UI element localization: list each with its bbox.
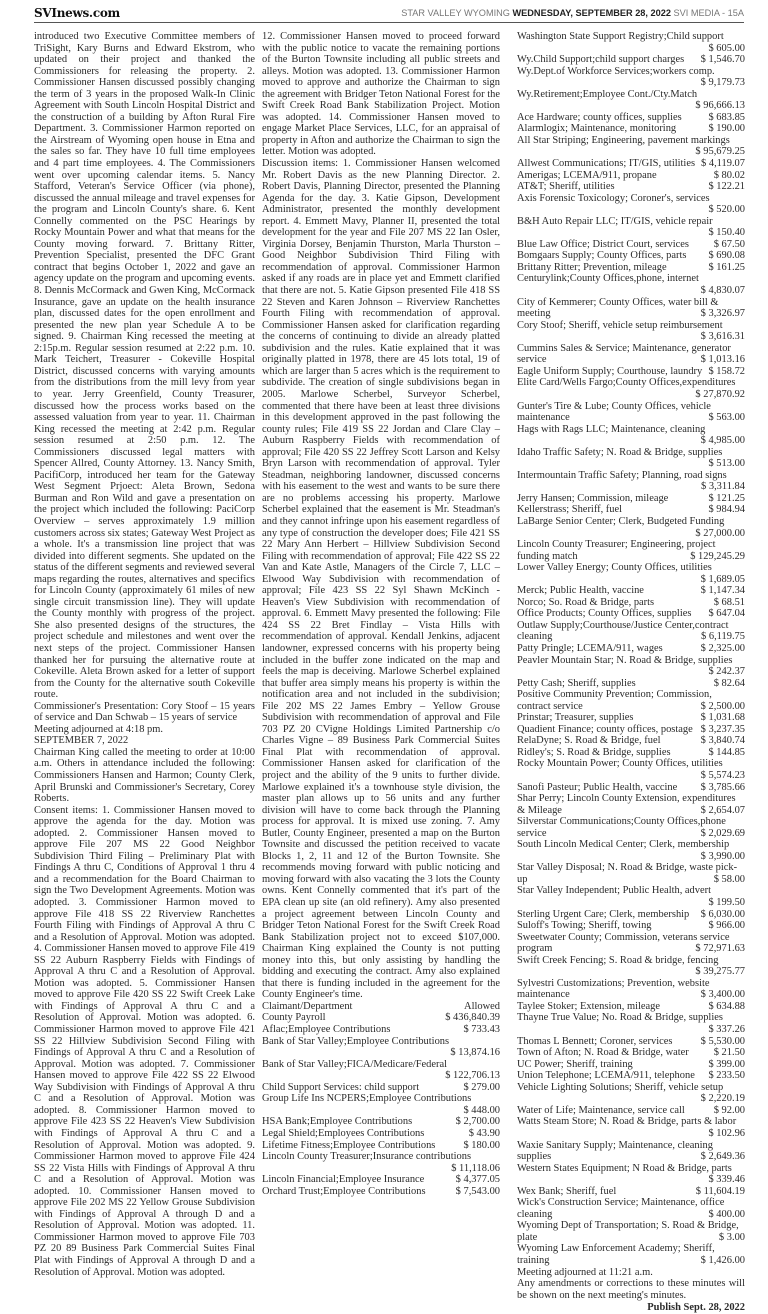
claimant-name: Vehicle Lighting Solutions; Sheriff, vehicle setup — [517, 1081, 724, 1093]
claim-row — [517, 239, 745, 251]
claimant-name: Peavler Mountain Star; N. Road & Bridge, supplies — [517, 654, 733, 666]
claim-amount: $ 436,840.39 — [445, 1012, 500, 1024]
claim-amount: $ 43.90 — [468, 1127, 500, 1139]
claimant-name: Cummins Sales & Service; Maintenance, generator service — [517, 342, 731, 366]
claimant-name: Outlaw Supply;Courthouse/Justice Center,contract cleaning — [517, 619, 729, 643]
claim-row — [517, 470, 745, 493]
claim-row — [262, 1059, 500, 1082]
claimant-name: RelaDyne; S. Road & Bridge, fuel — [517, 735, 661, 747]
claim-row — [517, 1116, 745, 1139]
page-section: SVI MEDIA - 15A — [673, 8, 744, 18]
claim-amount: $ 21.50 — [713, 1047, 745, 1059]
claim-row — [517, 424, 745, 447]
claimant-name: Bank of Star Valley;FICA/Medicare/Federal — [262, 1058, 448, 1070]
minutes-paragraph: introduced two Executive Committee members of TriSight, Kary Burns and Edward Ekstrom, who updated on their project and thanked the Commissioners for releasing the property. 2. Commissioner Hansen discussed possibly changing the term of 3 years in the proposed Walk-In Clinic Agreement with South Lincoln Hospital District and the construction of a building by Afton Rural Fire Department. 3. Commissioner Harmon reported on the Airstream of Wyoming open house in Etna and the sales so far. They have 10 full time employees and 4 part time employees. 4. The Commissioners went over upcoming calendar items. 5. Nancy Stafford, Veteran's Service Officer (via phone), discussed the annual mileage and travel expenses for the program and Lincoln County's share. 6. Kent Connelly commented on the PSC Hearings by Rocky Mountain Power and what that means for the County moving forward. 7. Brittany Ritter, Prevention Specialist, presented the DFC Grant contract that begins October 1, 2022 and gave an agency update on the program and upcoming events. 8. Dennis McCormack and Gwen King, McCormack Insurance, gave an update on the health insurance plan, discussed dates for the open enrollment and presented the new plan year Schedule A to be signed. 9. Chairman King recessed the meeting at 2:15p.m. Regular session resumed at 2:22 p.m. 10. Mark Teichert, Treasurer - Cokeville Hospital District, discussed concerns with varying amounts from the distributions from the mill levy from year to year. Jerry Greenfield, County Treasurer, discussed how the process works based on the assessed valuation from year to year. 11. Chairman King recessed the meeting at 2:42 p.m. Regular session resumed at 2:50 p.m. 12. The Commissioners discussed legal matters with Spencer Allred, County Attorney. 13. Nancy Smith, PacifiCorp, introduced her team for the Gateway West Segment Prjoect: Aleta Brown, Sedona Burman and Ron Wild and gave a presentation on the project which included the following: PaciCorp Overview – serves approximately 1.9 million customers across six states; Gateway West Project as a whole. It's a transmission line project that was divided into different segments. She updated on the status of the different segments and reviewed several maps regarding the routes, alternatives and specifics for Lincoln County (approximately 61 miles of new single circuit transmission line). They will update the County monthly with progress of the project. She also presented designs of the structures, the project schedule and milestones and went over the next steps of the project. Commissioner Hansen thanked her for pursuing the alternative route at Cokeville. Aleta Brown asked for a letter of support from the County for the alternative south Cokeville route. — [34, 31, 255, 701]
claim-row — [517, 1186, 745, 1198]
dateline — [401, 8, 744, 18]
claim-amount: $ 2,649.36 — [700, 1151, 745, 1163]
claimant-name: Elite Card/Wells Fargo;County Offices,expenditures — [517, 377, 736, 389]
claim-row — [517, 1082, 745, 1105]
page-header — [34, 6, 744, 23]
claim-amount: $ 279.00 — [463, 1081, 500, 1093]
claim-amount: $ 399.00 — [708, 1058, 745, 1070]
claim-row — [517, 366, 745, 378]
claimant-name: LaBarge Senior Center; Clerk, Budgeted Funding — [517, 515, 725, 527]
claimant-name: B&H Auto Repair LLC; IT/GIS, vehicle repair — [517, 215, 713, 227]
claimant-name: Wy.Retirement;Employee Cont./Cty.Match — [517, 88, 698, 100]
claim-amount: $ 3,990.00 — [700, 850, 745, 862]
claim-amount: $ 102.96 — [708, 1127, 745, 1139]
claim-row — [517, 516, 745, 539]
claim-row — [517, 562, 745, 585]
claim-amount: $ 563.00 — [708, 412, 745, 424]
claim-amount: $ 3,785.66 — [700, 781, 745, 793]
claimant-name: Prinstar; Treasurer, supplies — [517, 712, 634, 724]
claim-row — [517, 1243, 745, 1266]
claim-row — [517, 1220, 745, 1243]
claim-amount: $ 3,616.31 — [700, 331, 745, 343]
claimant-name: Sterling Urgent Care; Clerk, membership — [517, 908, 690, 920]
claim-row — [517, 862, 745, 885]
claimant-name: Brittany Ritter; Prevention, mileage — [517, 261, 667, 273]
claimant-name: Sweetwater County; Commission, veterans service program — [517, 931, 730, 955]
claim-amount: $ 683.85 — [708, 111, 745, 123]
claim-row — [517, 1047, 745, 1059]
claimant-name: Positive Community Prevention; Commission, contract service — [517, 689, 712, 712]
claim-row — [517, 89, 745, 112]
minutes-paragraph: Discussion items: 1. Commissioner Hansen welcomed Mr. Robert Davis as the new Planning Director. 2. Robert Davis, Planning Director, presented the Planning Agenda for the day. 3. Katie Gipson, Development Administrator, presented the monthly development report. 4. Emmett Mavy, Planner II, presented the total development for the year and File 207 MS 22 Ian Osler, Virginia Dorsey, Benjamin Thurston, Marla Thurston – Good Neighbor Subdivision Third Filing with recommendation of approval. Commissioner Harmon asked if any roads are in place yet and Emmett clarified that there are not. 5. Katie Gipson presented File 418 SS 22 Steven and Karen Johnson – Riverview Ranchettes Fourth Filing with recommendation of approval. Commissioner Hansen asked for clarification regarding the concerns of continuing to divide an already platted subdivision and the rules. Katie explained that it was originally platted in 1978, there are 45 lots total, 19 of which are larger than 5 acres which is the requirement to subdivide. The creation of single subdivisions began in 2005. Marlowe Scherbel, Surveyor Scherbel, commented that there have been at least three divisions in this development approved in the past following the county rules; File 419 SS 22 Jordan and Clare Clay – Auburn Raspberry Fields with recommendation of approval; File 420 SS 22 Jeffrey Scott Larson and Kelsy Bryn Larson with recommendation of approval. Tyler Steadman, neighboring landowner, discussed concerns with his easement to the west and wants to be sure there are no problems accessing his property. Marlowe Scherbel explained that the easement is Mr. Steadman's and they cannot infringe upon his easement regardless of any type of construction the developer does; File 421 SS 22 Mary Ann Herbert – Hillview Subdivision Second Filing with recommendation of approval; File 422 SS 22 Van and Kate Astle, Managers of the Circle 7, LLC – Elwood Way Subdivision with recommendation of approval; File 423 SS 22 Syl Shawn McKinch - Heaven's View Subdivision with recommendation of approval. 6. Emmett Mavy presented the following: File 424 SS 22 Bret Findlay – Vista Hills with recommendation of approval. Kendall Jenkins, adjacent landowner, expressed concerns with his property being included in the buffer zone indicated on the map and feels the map is deceiving. Marlowe Scherbel explained that buffer area simply means his property is within the notification area and not included in the subdivision; File 202 MS 22 James Embry – Yellow Grouse Subdivision with recommendation of approval and File 703 PZ 20 CVigne Holdings Limited Partnership c/o Charles Vigne – 89 Business Park Commercial Suites Final Plat with recommendation of approval. Commissioner Hansen asked for clarification of the project and the ability of the 9 units to further divide. Marlowe explained it's a townhouse style division, the master plan allows up to 56 units and any further division will have to come back through the Planning process for approval. It is mixed use zoning. 7. Amy Butler, County Engineer, presented a map on the Burton Townsite and discussed the petition received to vacate Blocks 1, 2, 11 and 12 of the Burton Townsite. She recommends moving forward with public noticing and moving forward with also vacating the 3 lots the County owns. Kent Connelly commented that it's part of the EPA clean up site (an old refinery). Amy also presented a project agreement between Lincoln County and Bridger Teton National Forest for the Swift Creek Road Bank Stabilization project not to exceed $107,000. Chairman King explained the County is not putting money into this, but only assisting by handling the bidding and executing the contract. Amy also explained that there is funding included in the agreement for the County Engineer's time. — [262, 158, 500, 1001]
claimant-name: Cory Stoof; Sheriff, vehicle setup reimbursement — [517, 319, 723, 331]
claim-row — [517, 1105, 745, 1117]
column-1 — [34, 31, 255, 1278]
claim-row — [262, 1174, 500, 1186]
claim-row — [517, 816, 745, 839]
claim-amount: $ 400.00 — [708, 1208, 745, 1220]
minutes-paragraph: 12. Commissioner Hansen moved to proceed forward with the public notice to vacate the remaining portions of the Burton Townsite including all public streets and alleys. Motion was adopted. 13. Commissioner Harmon moved to approve and authorize the Chairman to sign the agreement with Bridger Teton National Forest for the Swift Creek Road Bank Stabilization Project. Motion was adopted. 14. Commissioner Hansen moved to engage Market Place Services, LLC, for an appraisal of property in Afton and authorize the Chairman to sign the letter. Motion was adopted. — [262, 31, 500, 158]
claimant-name: Child Support Services: child support — [262, 1081, 420, 1093]
claimant-name: Lincoln County Treasurer;Insurance contributions — [262, 1151, 472, 1163]
claim-row — [517, 585, 745, 597]
claim-row — [517, 31, 745, 54]
region: STAR VALLEY WYOMING — [401, 8, 510, 18]
claimant-name: Amerigas; LCEMA/911, propane — [517, 169, 657, 181]
claim-row — [262, 1012, 500, 1024]
claimant-name: Lower Valley Energy; County Offices, utilities — [517, 562, 712, 574]
minutes-paragraph: Commissioner's Presentation: Cory Stoof – 15 years of service and Dan Schwab – 15 years of service — [34, 700, 255, 724]
claimant-name: Rocky Mountain Power; County Offices, utilities — [517, 758, 723, 770]
claim-row — [262, 1024, 500, 1036]
claim-row — [517, 1036, 745, 1048]
claim-row — [262, 1140, 500, 1152]
claimant-header: Claimant/Department — [262, 1000, 353, 1012]
claim-row — [262, 1036, 500, 1059]
claim-row — [517, 909, 745, 921]
claimant-name: Wyoming Law Enforcement Academy; Sheriff, training — [517, 1243, 715, 1266]
claim-amount: $ 3,840.74 — [700, 735, 745, 747]
claim-row — [517, 170, 745, 182]
claimant-name: Thayne True Value; No. Road & Bridge, supplies — [517, 1012, 723, 1024]
claim-row — [262, 1151, 500, 1174]
claim-amount: $ 2,029.69 — [700, 827, 745, 839]
claim-row — [262, 1082, 500, 1094]
minutes-paragraph: Meeting adjourned at 4:18 pm. — [34, 723, 163, 735]
claim-row — [517, 620, 745, 643]
column-2 — [262, 31, 500, 1197]
claim-amount: $ 1,147.34 — [700, 585, 745, 597]
claim-amount: $ 11,118.06 — [451, 1162, 500, 1174]
claim-row — [517, 273, 745, 296]
claim-row — [517, 193, 745, 216]
claim-amount: $ 448.00 — [463, 1104, 500, 1116]
closing-note: Any amendments or corrections to these minutes will be shown on the next meeting's minutes. — [517, 1278, 745, 1301]
claim-row — [517, 401, 745, 424]
claim-amount: $ 3,400.00 — [700, 989, 745, 1001]
minutes-paragraph: SEPTEMBER 7, 2022 — [34, 735, 129, 747]
claimant-name: Wyoming Dept of Transportation; S. Road & Bridge, plate — [517, 1220, 739, 1243]
claim-row — [517, 735, 745, 747]
claim-amount: $ 520.00 — [708, 204, 745, 216]
claimant-name: Wy.Dept.of Workforce Services;workers comp. — [517, 65, 715, 77]
claimant-name: Blue Law Office; District Court, services — [517, 238, 689, 250]
claim-row — [517, 978, 745, 1001]
claimant-name: Patty Pringle; LCEMA/911, wages — [517, 642, 663, 654]
claimant-name: South Lincoln Medical Center; Clerk, membership — [517, 839, 730, 851]
claim-row — [517, 181, 745, 193]
claim-amount: $ 96,666.13 — [695, 100, 745, 112]
claim-amount: $ 2,220.19 — [700, 1093, 745, 1105]
claim-row — [517, 539, 745, 562]
claim-amount: $ 82.64 — [713, 677, 745, 689]
claim-row — [517, 955, 745, 978]
claim-amount: $ 2,500.00 — [700, 700, 745, 712]
claim-amount: $ 92.00 — [713, 1104, 745, 1116]
claimant-name: Ace Hardware; county offices, supplies — [517, 111, 682, 123]
claimant-name: Jerry Hansen; Commission, mileage — [517, 492, 669, 504]
claim-amount: $ 80.02 — [713, 169, 745, 181]
claim-row — [517, 1163, 745, 1186]
claimant-name: Star Valley Disposal; N. Road & Bridge, waste pick-up — [517, 862, 738, 885]
claimant-name: Eagle Uniform Supply; Courthouse, laundry — [517, 365, 703, 377]
claim-row — [517, 343, 745, 366]
claimant-name: Hags with Rags LLC; Maintenance, cleaning — [517, 423, 706, 435]
claimant-name: Quadient Finance; county offices, postage — [517, 723, 693, 735]
claimant-name: Water of Life; Maintenance, service call — [517, 1104, 685, 1116]
claim-amount: $ 161.25 — [708, 261, 745, 273]
claimant-name: Thomas L Bennett; Coroner, services — [517, 1035, 673, 1047]
claimant-name: Gunter's Tire & Lube; County Offices, vehicle maintenance — [517, 400, 711, 424]
claim-amount: $ 3.00 — [718, 1231, 745, 1243]
claimant-name: All Star Striping; Engineering, pavement markings — [517, 134, 730, 146]
claim-row — [517, 1001, 745, 1013]
claim-amount: $ 27,000.00 — [695, 527, 745, 539]
claimant-name: Lincoln County Treasurer; Engineering, project funding match — [517, 539, 716, 562]
claim-amount: $ 122.21 — [708, 181, 745, 193]
claim-amount: $ 233.50 — [708, 1070, 745, 1082]
claimant-name: Wick's Construction Service; Maintenance, office cleaning — [517, 1197, 725, 1220]
claimant-name: Union Telephone; LCEMA/911, telephone — [517, 1070, 695, 1082]
claimant-name: Taylee Stoker; Extension, mileage — [517, 1000, 661, 1012]
claimant-name: Waxie Sanitary Supply; Maintenance, cleaning supplies — [517, 1139, 713, 1163]
claimant-name: County Payroll — [262, 1012, 326, 1024]
site-name: SVInews.com — [34, 6, 120, 20]
claimant-name: Allwest Communications; IT/GIS, utilities — [517, 158, 696, 170]
claim-amount: $ 129,245.29 — [690, 550, 745, 562]
claimant-name: Office Products; County Offices, supplies — [517, 608, 692, 620]
claim-row — [517, 643, 745, 655]
claimant-name: Sylvestri Customizations; Prevention, website maintenance — [517, 977, 710, 1001]
claim-row — [517, 158, 745, 170]
claimant-name: Bomgaars Supply; County Offices, parts — [517, 250, 687, 262]
claim-row — [517, 1197, 745, 1220]
claim-row — [262, 1093, 500, 1116]
claim-amount: $ 605.00 — [708, 42, 745, 54]
claim-amount: $ 3,237.35 — [700, 723, 745, 735]
claimant-name: Washington State Support Registry;Child support — [517, 31, 724, 42]
allowed-header: Allowed — [464, 1000, 500, 1012]
claim-row — [517, 54, 745, 66]
claim-amount: $ 1,031.68 — [700, 712, 745, 724]
claim-amount: $ 58.00 — [713, 873, 745, 885]
claim-amount: $ 3,311.84 — [701, 481, 745, 493]
claimant-name: Legal Shield;Employees Contributions — [262, 1127, 425, 1139]
claimant-name: Wex Bank; Sheriff, fuel — [517, 1185, 617, 1197]
claimant-name: Town of Afton; N. Road & Bridge, water — [517, 1047, 689, 1059]
claim-amount: $ 13,874.16 — [450, 1047, 500, 1059]
claim-row — [517, 920, 745, 932]
claim-row — [262, 1186, 500, 1198]
claim-amount: $ 690.08 — [708, 250, 745, 262]
claim-amount: $ 150.40 — [708, 227, 745, 239]
claim-amount: $ 11,604.19 — [695, 1185, 745, 1197]
claim-amount: $ 158.72 — [708, 365, 745, 377]
column-3 — [517, 31, 745, 1314]
claimant-name: Swift Creek Fencing; S. Road & bridge, fencing — [517, 954, 719, 966]
claim-row — [517, 655, 745, 678]
claim-amount: $ 984.94 — [708, 504, 745, 516]
claimant-name: UC Power; Sheriff, training — [517, 1058, 633, 1070]
claim-row — [517, 112, 745, 124]
claimant-name: Idaho Traffic Safety; N. Road & Bridge, supplies — [517, 446, 723, 458]
claim-amount: $ 95,679.25 — [695, 146, 745, 158]
claim-amount: $ 5,574.23 — [700, 770, 745, 781]
claim-amount: $ 7,543.00 — [455, 1185, 500, 1197]
claim-row — [262, 1128, 500, 1140]
claim-amount: $ 647.04 — [708, 608, 745, 620]
claim-amount: $ 733.43 — [463, 1024, 500, 1036]
claim-row — [517, 1059, 745, 1071]
claim-row — [517, 678, 745, 690]
claim-amount: $ 4,377.05 — [455, 1174, 500, 1186]
claimant-name: Group Life Ins NCPERS;Employee Contributions — [262, 1093, 472, 1105]
claimant-name: HSA Bank;Employee Contributions — [262, 1116, 413, 1128]
claim-amount: $ 4,830.07 — [700, 285, 745, 297]
claimant-name: Norco; So. Road & Bridge, parts — [517, 596, 655, 608]
claim-row — [517, 262, 745, 274]
claim-amount: $ 339.46 — [708, 1174, 745, 1186]
claim-row — [517, 1140, 745, 1163]
claimant-name: Centurylink;County Offices,phone, internet — [517, 273, 699, 285]
claimant-name: Alarmlogix; Maintenance, monitoring — [517, 123, 677, 135]
claim-amount: $ 4,985.00 — [700, 435, 745, 447]
claim-amount: $ 2,700.00 — [455, 1116, 500, 1128]
claim-amount: $ 966.00 — [708, 920, 745, 932]
claim-amount: $ 6,119.75 — [701, 631, 745, 643]
claim-amount: $ 68.51 — [713, 596, 745, 608]
claim-amount: $ 1,013.16 — [700, 354, 745, 366]
claim-row — [517, 504, 745, 516]
issue-date: WEDNESDAY, SEPTEMBER 28, 2022 — [512, 8, 671, 18]
claim-row — [517, 724, 745, 736]
claimant-name: Axis Forensic Toxicology; Coroner's, services — [517, 192, 710, 204]
claim-row — [517, 608, 745, 620]
minutes-paragraph: Chairman King called the meeting to order at 10:00 a.m. Others in attendance included the following: Commissioners Hansen and Harmon; County Clerk, April Brunski and Commissioner's Secretary, Corey Roberts. — [34, 746, 255, 805]
claim-row — [517, 689, 745, 712]
claims-table-header — [262, 1001, 500, 1013]
claim-amount: $ 2,325.00 — [700, 642, 745, 654]
claim-amount: $ 634.88 — [708, 1000, 745, 1012]
claim-row — [517, 793, 745, 816]
claim-row — [517, 135, 745, 158]
claim-amount: $ 3,326.97 — [700, 308, 745, 320]
claim-amount: $ 72,971.63 — [695, 943, 745, 955]
claimant-name: Ridley's; S. Road & Bridge, supplies — [517, 746, 671, 758]
claim-amount: $ 199.50 — [708, 897, 745, 909]
claim-amount: $ 27,870.92 — [695, 388, 745, 400]
claimant-name: Aflac;Employee Contributions — [262, 1024, 391, 1036]
claimant-name: Wy.Child Support;child support charges — [517, 54, 685, 66]
claim-row — [517, 758, 745, 781]
claim-amount: $ 9,179.73 — [700, 77, 745, 89]
claim-row — [517, 297, 745, 320]
claim-amount: $ 39,275.77 — [695, 966, 745, 978]
claim-amount: $ 5,530.00 — [700, 1035, 745, 1047]
claim-amount: $ 337.26 — [708, 1024, 745, 1036]
claimant-name: Bank of Star Valley;Employee Contributions — [262, 1035, 450, 1047]
claim-amount: $ 180.00 — [463, 1139, 500, 1151]
claimant-name: Orchard Trust;Employee Contributions — [262, 1185, 426, 1197]
claimant-name: Silverstar Communications;County Offices,phone service — [517, 816, 726, 839]
claim-amount: $ 190.00 — [708, 123, 745, 135]
claim-amount: $ 6,030.00 — [700, 908, 745, 920]
claimant-name: Lincoln Financial;Employee Insurance — [262, 1174, 425, 1186]
claim-amount: $ 1,546.70 — [700, 54, 745, 66]
claim-row — [517, 250, 745, 262]
claimant-name: City of Kemmerer; County Offices, water bill & meeting — [517, 296, 719, 320]
claim-row — [517, 885, 745, 908]
claim-row — [517, 216, 745, 239]
claim-amount: $ 4,119.07 — [701, 158, 745, 170]
claim-amount: $ 67.50 — [713, 238, 745, 250]
claim-row — [517, 66, 745, 89]
claim-row — [517, 377, 745, 400]
claimant-name: Petty Cash; Sheriff, supplies — [517, 677, 636, 689]
claim-row — [517, 839, 745, 862]
claimant-name: Sanofi Pasteur; Public Health, vaccine — [517, 781, 678, 793]
claim-row — [517, 932, 745, 955]
claim-amount: $ 121.25 — [708, 492, 745, 504]
claim-amount: $ 513.00 — [708, 458, 745, 470]
closing-note: Meeting adjourned at 11:21 a.m. — [517, 1266, 653, 1278]
claim-row — [517, 712, 745, 724]
claimant-name: Suloff's Towing; Sheriff, towing — [517, 920, 652, 932]
claim-amount: $ 144.85 — [708, 746, 745, 758]
claim-row — [517, 123, 745, 135]
claim-amount: $ 242.37 — [708, 666, 745, 678]
claimant-name: Shar Perry; Lincoln County Extension, expenditures & Mileage — [517, 793, 736, 816]
claim-row — [517, 747, 745, 759]
minutes-paragraph: Consent items: 1. Commissioner Hansen moved to approve the agenda for the day. Motion was adopted. 2. Commissioner Hansen moved to approve File 207 MS 22 Good Neighbor Subdivision Third Filing – Preliminary Plat with Findings A thru C, Conditions of Approval 1 thru 4 and a recommendation for the Board Chairman to sign the Two Development Agreements. Motion was adopted. 3. Commissioner Harmon moved to approve File 418 SS 22 Riverview Ranchettes Fourth Filing with Findings of Approval A thru C and a Resolution of Approval. Motion was adopted. 4. Commissioner Hansen moved to approve File 419 SS 22 Auburn Raspberry Fields with Findings of Approval A thru C and a Resolution of Approval. Motion was adopted. 5. Commissioner Hansen moved to approve File 420 SS 22 Swift Creek Lake with Findings of Approval A thru C and a Resolution of Approval. Motion was adopted. 6. Commissioner Harmon moved to approve File 421 SS 22 Hillview Subdivision Second Filing with Findings of Approval A thru C and a Resolution of Approval. Motion was adopted. 7. Commissioner Hansen moved to approve File 422 SS 22 Elwood Way Subdivision with Findings of Approval A thru C and a Resolution of Approval. Motion was adopted. 8. Commissioner Harmon moved to approve File 423 SS 22 Heaven's View Subdivision with Findings of Approval A thru C and a Resolution of Approval. Motion was adopted. 9. Commissioner Harmon moved to approve File 424 SS 22 Vista Hills with Findings of Approval A thru C and a Resolution of Approval. Motion was adopted. 10. Commissioner Hansen moved to approve File 202 MS 22 Yellow Grouse Subdivision with Findings of Approval A through D and a Resolution of Approval. Motion was adopted. 11. Commissioner Harmon moved to approve File 703 PZ 20 89 Business Park Commercial Suites Final Plat with Findings of Approval A through D and a Resolution of Approval. Motion was adopted. — [34, 804, 255, 1278]
claimant-name: AT&T; Sheriff, utilities — [517, 181, 615, 193]
claimant-name: Star Valley Independent; Public Health, advert — [517, 885, 712, 897]
claim-row — [517, 597, 745, 609]
publish-notice: Publish Sept. 28, 2022 — [647, 1302, 745, 1314]
claim-amount: $ 1,689.05 — [700, 573, 745, 585]
claimant-name: Kellerstrass; Sheriff, fuel — [517, 504, 623, 516]
claim-row — [262, 1116, 500, 1128]
claimant-name: Lifetime Fitness;Employee Contributions — [262, 1139, 436, 1151]
claim-row — [517, 447, 745, 470]
claim-row — [517, 1070, 745, 1082]
claim-amount: $ 122,706.13 — [445, 1070, 500, 1082]
claimant-name: Intermountain Traffic Safety; Planning, road signs — [517, 469, 727, 481]
claimant-name: Watts Steam Store; N. Road & Bridge, parts & labor — [517, 1116, 737, 1128]
claim-amount: $ 2,654.07 — [700, 804, 745, 816]
claim-row — [517, 782, 745, 794]
claimant-name: Merck; Public Health, vaccine — [517, 585, 644, 597]
claim-row — [517, 320, 745, 343]
claimant-name: Western States Equipment; N Road & Bridge, parts — [517, 1162, 732, 1174]
claim-amount: $ 1,426.00 — [700, 1254, 745, 1266]
claim-row — [517, 493, 745, 505]
claim-row — [517, 1012, 745, 1035]
